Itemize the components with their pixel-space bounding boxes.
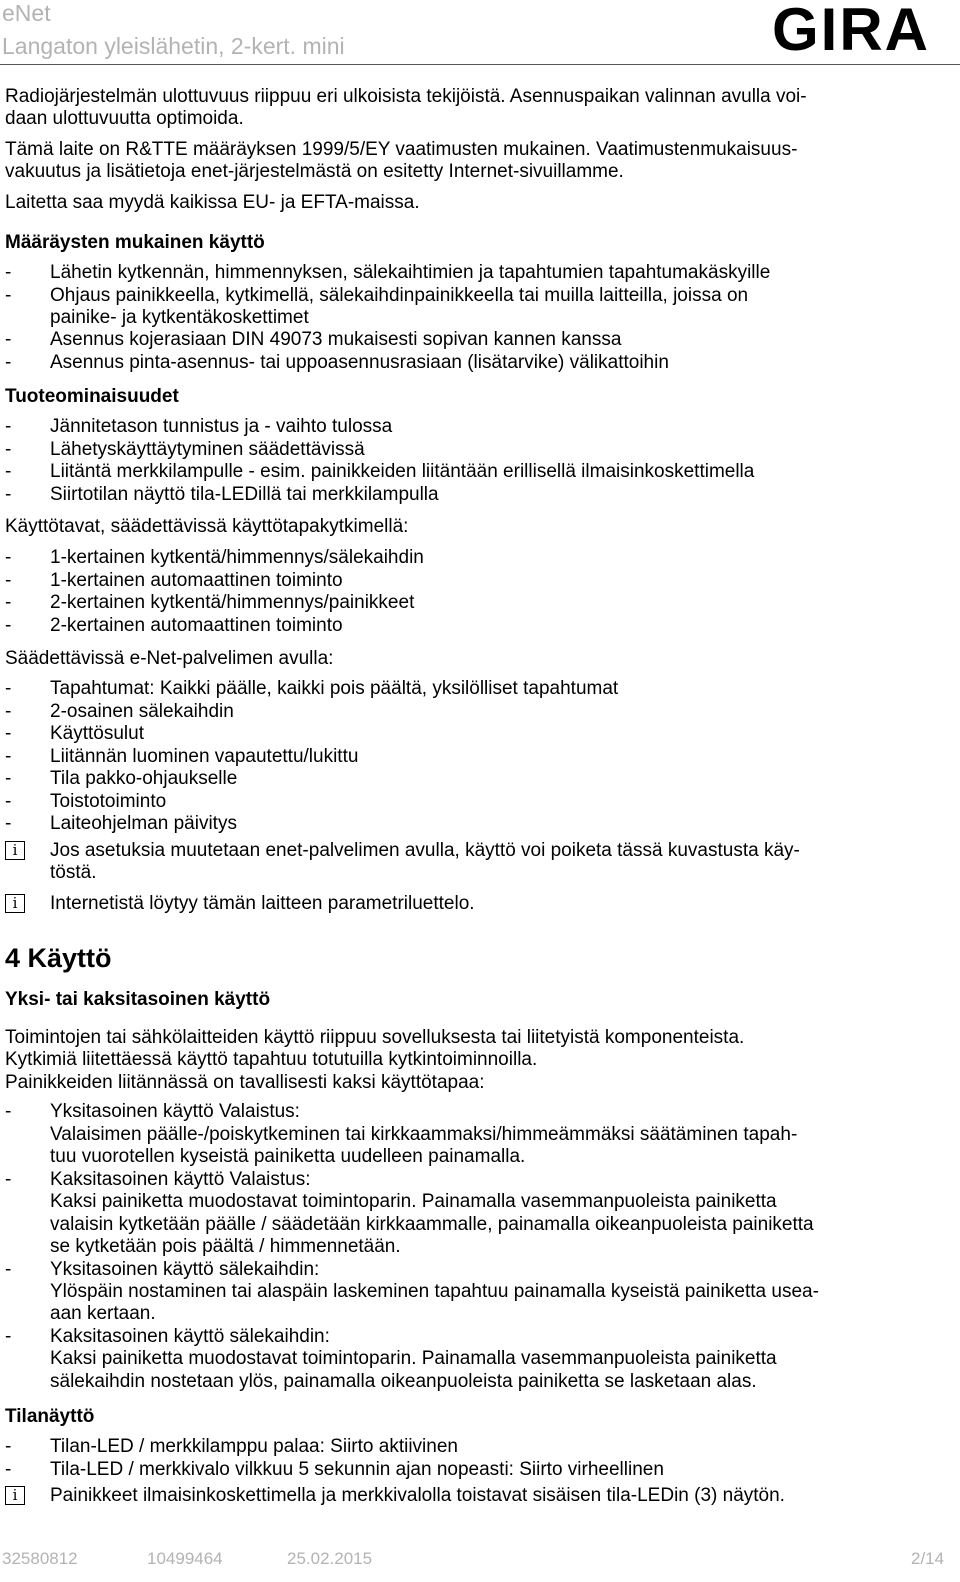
footer-date: 25.02.2015 xyxy=(287,1549,373,1568)
bullet: - xyxy=(5,615,12,636)
bullet: - xyxy=(5,1101,12,1122)
bullet: - xyxy=(5,461,12,482)
bullet: - xyxy=(5,329,12,350)
bullet: - xyxy=(5,1459,12,1480)
info-icon: i xyxy=(5,1486,25,1505)
bullet: - xyxy=(5,262,12,283)
bullet: - xyxy=(5,746,12,767)
bullet: - xyxy=(5,592,12,613)
bullet: - xyxy=(5,1259,12,1280)
footer-code-2: 10499464 xyxy=(147,1549,223,1568)
server-heading: Säädettävissä e-Net-palvelimen avulla: xyxy=(5,648,334,669)
bullet: - xyxy=(5,768,12,789)
paragraph-line: Toimintojen tai sähkölaitteiden käyttö riippuu sovelluksesta tai liitetyistä komponenteista. xyxy=(5,1027,745,1048)
chapter-subheading: Yksi- tai kaksitasoinen käyttö xyxy=(5,989,271,1010)
intro-line: Tämä laite on R&TTE määräyksen 1999/5/EY vaatimusten mukainen. Vaatimustenmukaisuus- xyxy=(5,139,798,160)
info-icon: i xyxy=(5,841,25,860)
header-rule xyxy=(0,64,960,65)
bullet: - xyxy=(5,813,12,834)
bullet: - xyxy=(5,791,12,812)
bullet: - xyxy=(5,547,12,568)
paragraph-line: Painikkeiden liitännässä on tavallisesti kaksi käyttötapaa: xyxy=(5,1072,485,1093)
bullet: - xyxy=(5,701,12,722)
bullet: - xyxy=(5,1436,12,1457)
bullet: - xyxy=(5,439,12,460)
intro-line: Laitetta saa myydä kaikissa EU- ja EFTA-maissa. xyxy=(5,192,420,213)
gira-logo: GIRA xyxy=(772,0,930,63)
use-heading: Määräysten mukainen käyttö xyxy=(5,232,265,253)
bullet: - xyxy=(5,570,12,591)
info-icon: i xyxy=(5,894,25,913)
intro-line: vakuutus ja lisätietoja enet-järjestelmästä on esitetty Internet-sivuillamme. xyxy=(5,161,624,182)
intro-line: Radiojärjestelmän ulottuvuus riippuu eri ulkoisista tekijöistä. Asennuspaikan valinnan avulla voi- xyxy=(5,86,807,107)
bullet: - xyxy=(5,1326,12,1347)
bullet: - xyxy=(5,416,12,437)
features-heading: Tuoteominaisuudet xyxy=(5,386,179,407)
product-line: eNet xyxy=(2,0,51,26)
modes-heading: Käyttötavat, säädettävissä käyttötapakytkimellä: xyxy=(5,516,409,537)
intro-line: daan ulottuvuutta optimoida. xyxy=(5,108,244,129)
footer-page-number: 2/14 xyxy=(911,1549,945,1568)
paragraph-line: Kytkimiä liitettäessä käyttö tapahtuu totutuilla kytkintoiminnoilla. xyxy=(5,1049,538,1070)
footer-code-1: 32580812 xyxy=(2,1549,78,1568)
product-name: Langaton yleislähetin, 2-kert. mini xyxy=(2,33,345,59)
bullet: - xyxy=(5,678,12,699)
bullet: - xyxy=(5,1169,12,1190)
chapter-title: 4 Käyttö xyxy=(5,943,112,973)
bullet: - xyxy=(5,352,12,373)
bullet: - xyxy=(5,723,12,744)
status-heading: Tilanäyttö xyxy=(5,1406,95,1427)
bullet: - xyxy=(5,484,12,505)
bullet: - xyxy=(5,285,12,306)
